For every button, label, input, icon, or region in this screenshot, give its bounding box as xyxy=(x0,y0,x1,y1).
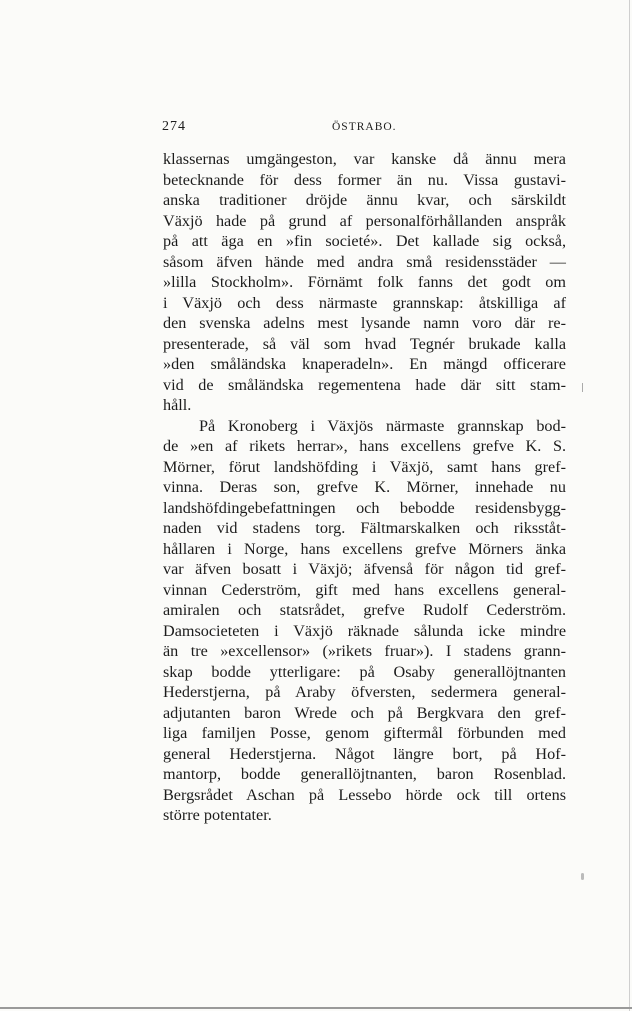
text-line: mantorp, bodde generallöjtnanten, baron Rosenblad. xyxy=(163,765,566,783)
text-line: i Växjö och dess närmaste grannskap: åtskilliga af xyxy=(163,293,566,312)
text-line: på att äga en »fin societé». Det kallade sig också, xyxy=(163,232,566,250)
text-line: »den småländska knaperadeln». En mängd officerare xyxy=(163,355,566,373)
scan-speck xyxy=(581,873,584,880)
text-line: de »en af rikets herrar», hans excellens grefve K. S. xyxy=(163,437,566,455)
text-line: Växjö hade på grund af personalförhållanden anspråk xyxy=(163,211,566,230)
text-line: amiralen och statsrådet, grefve Rudolf Cederström. xyxy=(163,601,566,619)
text-line: general Hederstjerna. Något längre bort, på Hof- xyxy=(163,744,566,763)
page-edge-right xyxy=(629,0,630,1011)
text-line: betecknande för dess former än nu. Vissa gustavi- xyxy=(163,170,566,189)
running-title: ÖSTRABO. xyxy=(332,121,397,133)
body-text xyxy=(163,149,566,826)
text-line: den svenska adelns mest lysande namn voro där re- xyxy=(163,314,566,332)
text-line: klassernas umgängeston, var kanske då ännu mera xyxy=(163,150,566,168)
text-line: var äfven bosatt i Växjö; äfvenså för någon tid gref- xyxy=(163,560,566,578)
text-line: håll. xyxy=(163,396,192,414)
text-line: skap bodde ytterligare: på Osaby generallöjtnanten xyxy=(163,662,566,681)
page-edge-bottom xyxy=(0,1007,632,1009)
text-line: »lilla Stockholm». Förnämt folk fanns det godt om xyxy=(163,273,566,291)
text-line: Bergsrådet Aschan på Lessebo hörde ock till ortens xyxy=(163,785,566,804)
text-line: presenterade, så väl som hvad Tegnér brukade kalla xyxy=(163,334,566,353)
text-line: naden vid stadens torg. Fältmarskalken och riksståt- xyxy=(163,519,566,537)
text-line: liga familjen Posse, genom giftermål förbunden med xyxy=(163,724,566,742)
text-line: Damsocieteten i Växjö räknade sålunda icke mindre xyxy=(163,621,566,640)
text-line: större potentater. xyxy=(163,806,272,824)
page-number: 274 xyxy=(162,119,186,134)
text-line: än tre »excellensor» (»rikets fruar»). I stadens grann- xyxy=(163,642,566,660)
text-line: hållaren i Norge, hans excellens grefve Mörners änka xyxy=(163,539,566,558)
text-line: Hederstjerna, på Araby öfversten, sedermera general- xyxy=(163,683,566,701)
paragraph-start-line: På Kronoberg i Växjös närmaste grannskap bod- xyxy=(199,416,566,435)
page-header xyxy=(0,119,632,139)
text-line: adjutanten baron Wrede och på Bergkvara den gref- xyxy=(163,703,566,722)
text-line: anska traditioner dröjde ännu kvar, och särskildt xyxy=(163,191,566,209)
text-line: vinnan Cederström, gift med hans excellens general- xyxy=(163,580,566,599)
text-line: landshöfdingebefattningen och bebodde residensbygg- xyxy=(163,498,566,517)
scan-speck xyxy=(582,383,583,392)
text-line: vinna. Deras son, grefve K. Mörner, innehade nu xyxy=(163,478,566,496)
text-line: Mörner, förut landshöfding i Växjö, samt hans gref- xyxy=(163,457,566,476)
text-line: vid de småländska regementena hade där sitt stam- xyxy=(163,375,566,394)
text-line: såsom äfven hände med andra små residensstäder — xyxy=(163,252,566,271)
